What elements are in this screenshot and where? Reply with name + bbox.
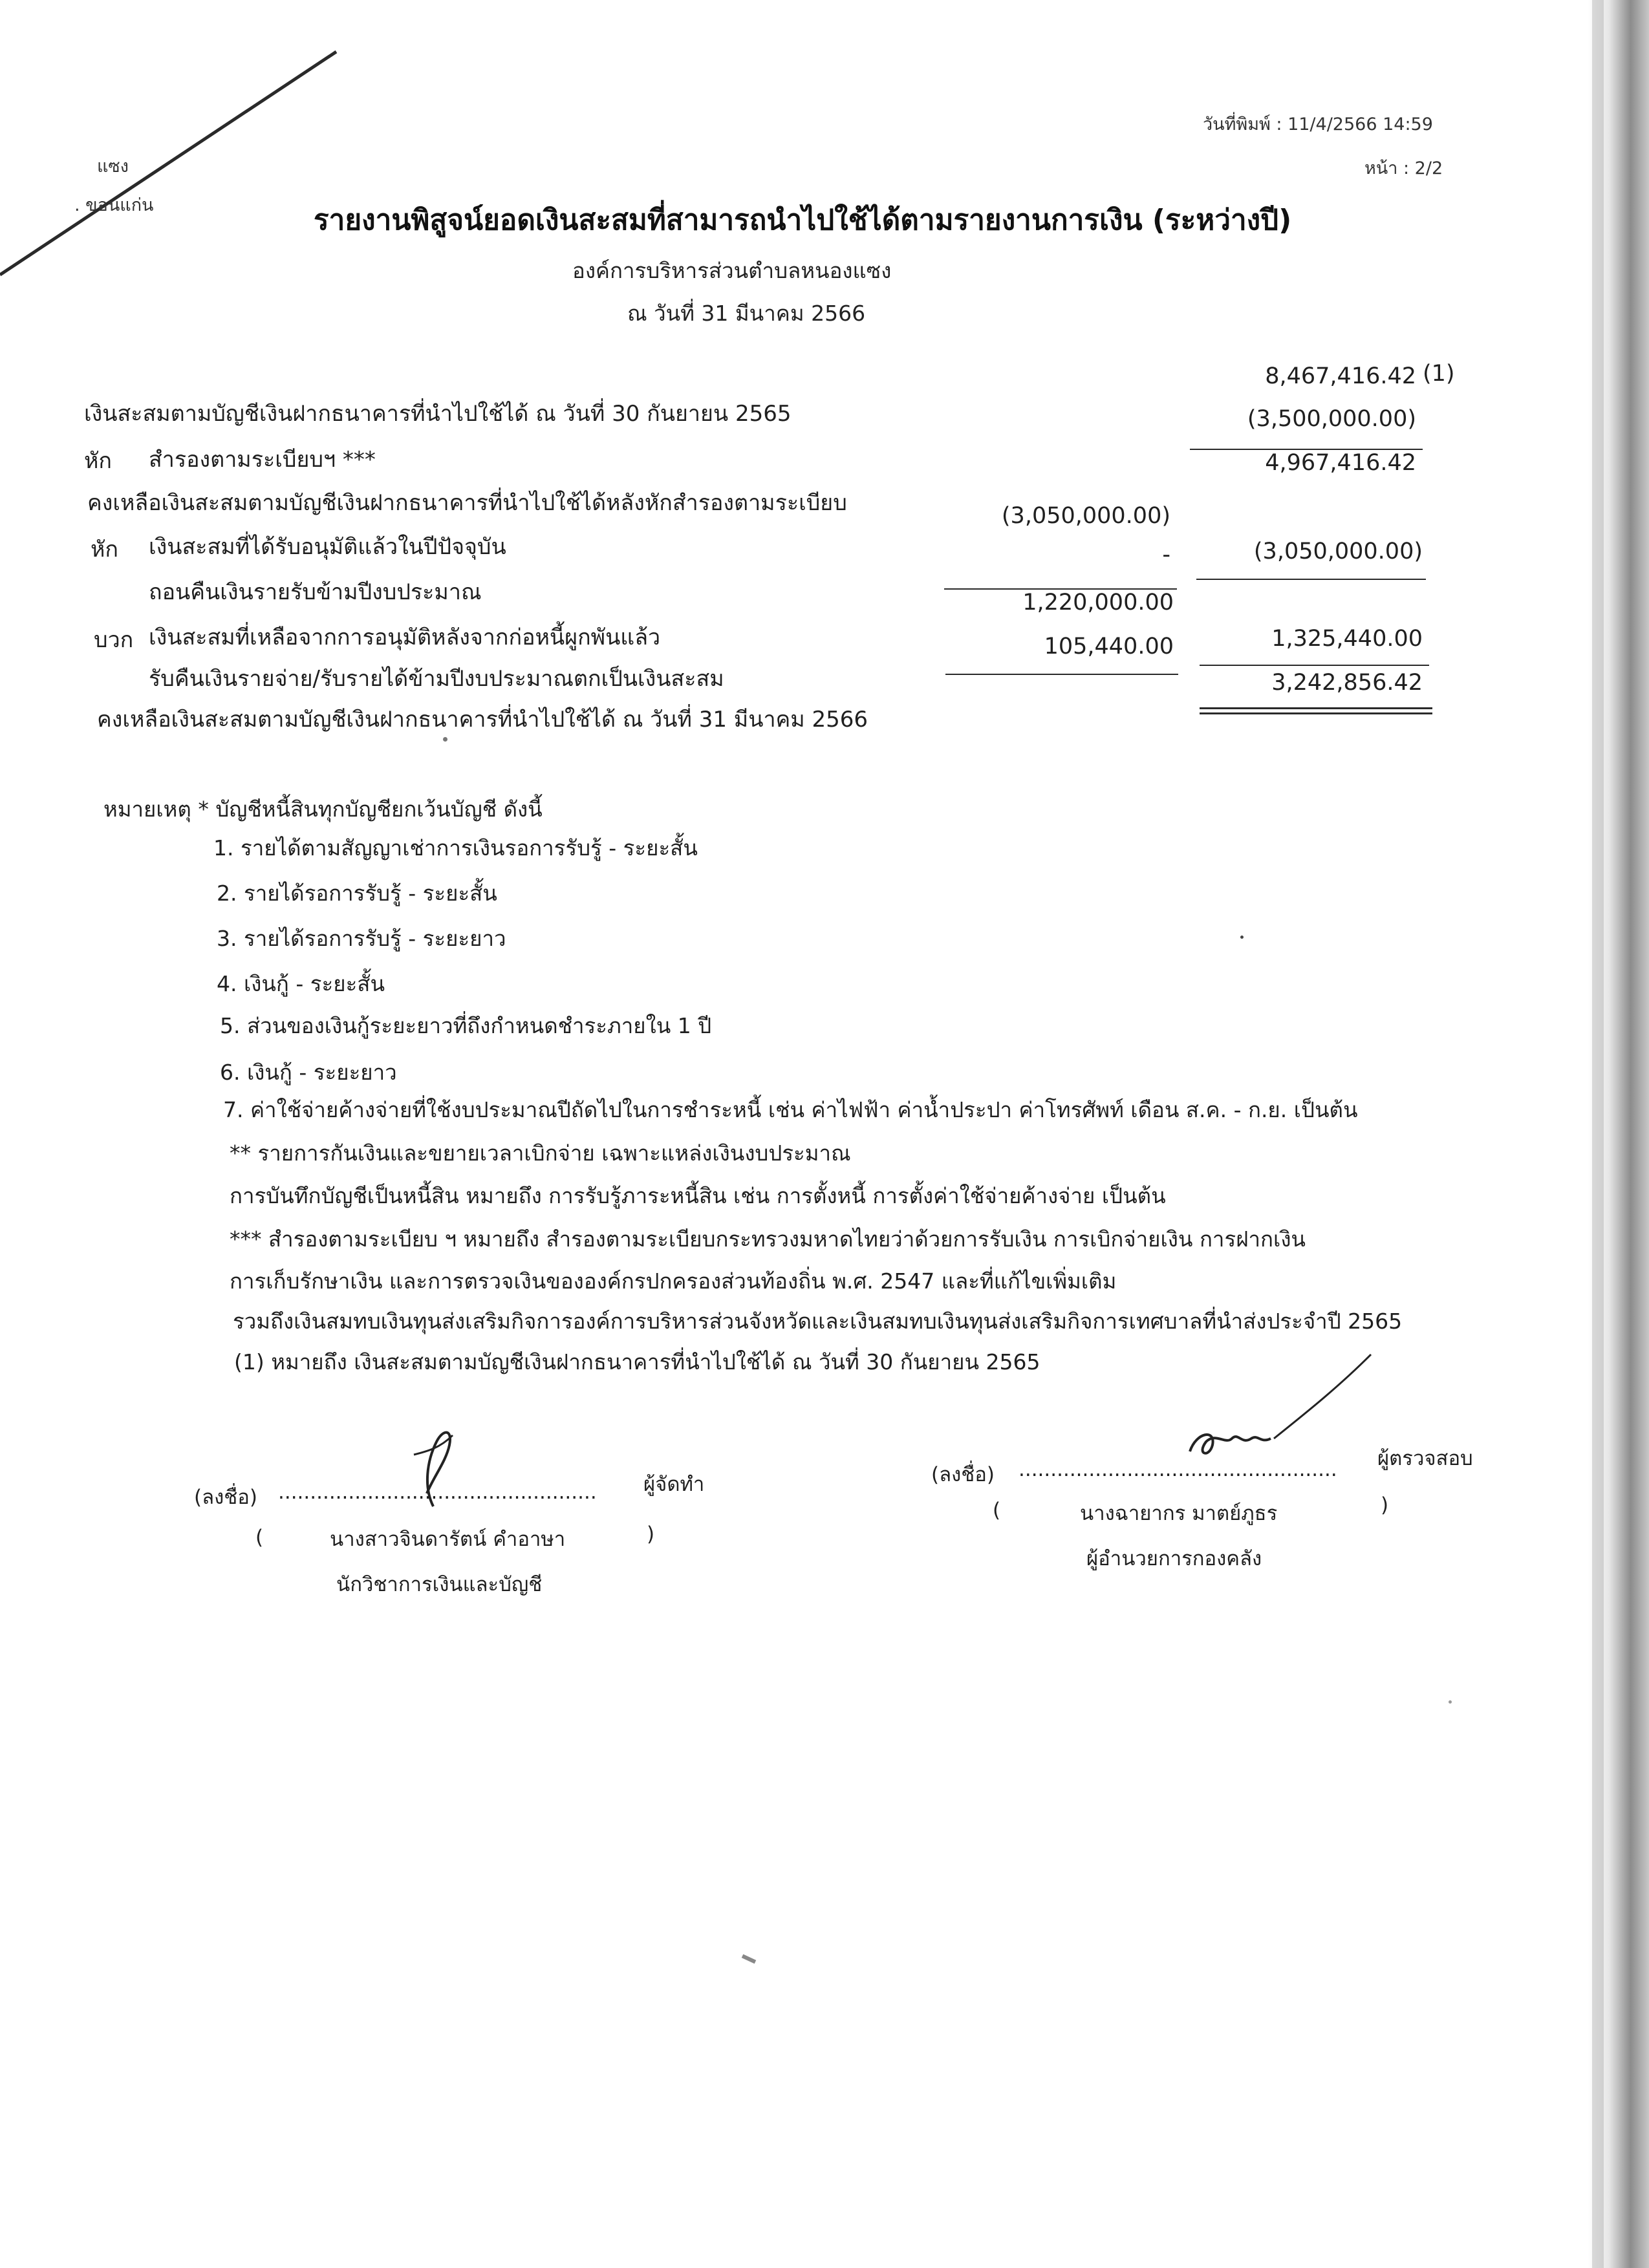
subvalue-approved: (3,050,000.00) bbox=[1001, 503, 1170, 529]
note-item-3: 3. รายได้รอการรับรู้ - ระยะยาว bbox=[217, 926, 506, 951]
preparer-name: นางสาวจินดารัตน์ คำอาษา bbox=[330, 1528, 566, 1551]
value-add-total: 1,325,440.00 bbox=[1271, 626, 1423, 652]
note-ref-1: (1) หมายถึง เงินสะสมตามบัญชีเงินฝากธนาคารที่นำไปใช้ได้ ณ วันที่ 30 กันยายน 2565 bbox=[234, 1349, 1040, 1375]
preparer-close-paren: ) bbox=[647, 1523, 655, 1546]
scan-edge-line bbox=[1592, 0, 1604, 2268]
reviewer-open-paren: ( bbox=[993, 1499, 1001, 1522]
note-item-5: 5. ส่วนของเงินกู้ระยะยาวที่ถึงกำหนดชำระภายใน 1 ปี bbox=[220, 1013, 712, 1038]
scan-speck bbox=[1449, 1700, 1452, 1704]
preparer-signature bbox=[388, 1416, 479, 1513]
note-item-7: 7. ค่าใช้จ่ายค้างจ่ายที่ใช้งบประมาณปีถัดไปในการชำระหนี้ เช่น ค่าไฟฟ้า ค่าน้ำประปา ค่าโทรศัพท์ เดือน ส.ค. - ก.ย. เป็นต้น bbox=[223, 1097, 1358, 1122]
label-withdraw: ถอนคืนเงินรายรับข้ามปีงบประมาณ bbox=[149, 579, 482, 605]
preparer-title: นักวิชาการเงินและบัญชี bbox=[336, 1573, 543, 1596]
print-date: วันที่พิมพ์ : 11/4/2566 14:59 bbox=[1203, 114, 1433, 134]
label-after-reserve: คงเหลือเงินสะสมตามบัญชีเงินฝากธนาคารที่นำไปใช้ได้หลังหักสำรองตามระเบียบ bbox=[87, 490, 847, 516]
rule-main-2 bbox=[1200, 665, 1429, 666]
value-closing-balance: 3,242,856.42 bbox=[1271, 670, 1423, 696]
preparer-open-paren: ( bbox=[255, 1526, 264, 1549]
value-opening-balance: 8,467,416.42 bbox=[1265, 363, 1416, 389]
rule-main-1 bbox=[1196, 579, 1426, 580]
note-regulation: การเก็บรักษาเงิน และการตรวจเงินขององค์กรปกครองส่วนท้องถิ่น พ.ศ. 2547 และที่แก้ไขเพิ่มเติม bbox=[230, 1268, 1117, 1294]
ref-marker: (1) bbox=[1423, 361, 1455, 387]
reviewer-close-paren: ) bbox=[1381, 1493, 1389, 1517]
corner-fragment-1: แซง bbox=[97, 156, 129, 177]
report-date: ณ วันที่ 31 มีนาคม 2566 bbox=[627, 301, 866, 326]
preparer-role: ผู้จัดทำ bbox=[643, 1473, 705, 1496]
folded-corner-line bbox=[0, 0, 362, 297]
label-closing-balance: คงเหลือเงินสะสมตามบัญชีเงินฝากธนาคารที่นำไปใช้ได้ ณ วันที่ 31 มีนาคม 2566 bbox=[97, 707, 868, 733]
reviewer-sign-line: .................................................. bbox=[1018, 1458, 1337, 1481]
reviewer-role: ผู้ตรวจสอบ bbox=[1377, 1447, 1473, 1470]
label-add: บวก bbox=[94, 627, 134, 653]
note-item-1: 1. รายได้ตามสัญญาเช่าการเงินรอการรับรู้ - ระยะสั้น bbox=[213, 835, 698, 861]
report-title: รายงานพิสูจน์ยอดเงินสะสมที่สามารถนำไปใช้ได้ตามรายงานการเงิน (ระหว่างปี) bbox=[314, 204, 1292, 237]
label-remaining: เงินสะสมที่เหลือจากการอนุมัติหลังจากก่อหนี้ผูกพันแล้ว bbox=[149, 625, 661, 650]
subvalue-refund: 105,440.00 bbox=[1044, 634, 1174, 659]
value-approved-total: (3,050,000.00) bbox=[1253, 539, 1423, 564]
label-refund: รับคืนเงินรายจ่าย/รับรายได้ข้ามปีงบประมาณตกเป็นเงินสะสม bbox=[149, 666, 724, 692]
value-after-reserve: 4,967,416.42 bbox=[1265, 450, 1416, 476]
double-rule-bottom bbox=[1200, 712, 1432, 714]
note-item-2: 2. รายได้รอการรับรู้ - ระยะสั้น bbox=[217, 881, 497, 906]
note-item-4: 4. เงินกู้ - ระยะสั้น bbox=[217, 971, 385, 996]
note-item-6: 6. เงินกู้ - ระยะยาว bbox=[220, 1060, 397, 1085]
page-number: หน้า : 2/2 bbox=[1364, 158, 1443, 178]
label-deduct-2: หัก bbox=[91, 537, 118, 562]
note-liability-definition: การบันทึกบัญชีเป็นหนี้สิน หมายถึง การรับรู้ภาระหนี้สิน เช่น การตั้งหนี้ การตั้งค่าใช้จ่ายค้างจ่าย เป็นต้น bbox=[230, 1183, 1166, 1208]
scan-speck bbox=[443, 737, 447, 742]
subvalue-withdraw: - bbox=[1162, 542, 1170, 568]
corner-fragment-2: . ขอนแก่น bbox=[74, 195, 154, 215]
organization-name: องค์การบริหารส่วนตำบลหนองแซง bbox=[572, 258, 892, 283]
double-rule-top bbox=[1200, 707, 1432, 709]
note-triple-star: *** สำรองตามระเบียบ ฯ หมายถึง สำรองตามระเบียบกระทรวงมหาดไทยว่าด้วยการรับเงิน การเบิกจ่ายเงิน การฝากเงิน bbox=[230, 1226, 1306, 1252]
preparer-sign-line: .................................................. bbox=[278, 1481, 597, 1504]
reviewer-title: ผู้อำนวยการกองคลัง bbox=[1086, 1547, 1262, 1570]
note-double-star: ** รายการกันเงินและขยายเวลาเบิกจ่าย เฉพาะแหล่งเงินงบประมาณ bbox=[230, 1140, 851, 1166]
label-approved: เงินสะสมที่ได้รับอนุมัติแล้วในปีปัจจุบัน bbox=[149, 534, 506, 560]
note-contribution: รวมถึงเงินสมทบเงินทุนส่งเสริมกิจการองค์การบริหารส่วนจังหวัดและเงินสมทบเงินทุนส่งเสริมกิจการเทศบาลที่นำส่งประจำปี 2565 bbox=[233, 1309, 1403, 1334]
preparer-sign-label: (ลงชื่อ) bbox=[194, 1486, 257, 1509]
scan-speck bbox=[1240, 936, 1244, 939]
reviewer-signature bbox=[1177, 1348, 1384, 1477]
rule-sub-2 bbox=[945, 674, 1178, 675]
value-reserve: (3,500,000.00) bbox=[1247, 406, 1416, 432]
reviewer-sign-label: (ลงชื่อ) bbox=[931, 1463, 995, 1486]
scan-speck bbox=[742, 1954, 756, 1964]
label-opening-balance: เงินสะสมตามบัญชีเงินฝากธนาคารที่นำไปใช้ได้ ณ วันที่ 30 กันยายน 2565 bbox=[84, 401, 792, 427]
subvalue-remaining: 1,220,000.00 bbox=[1022, 590, 1174, 615]
label-deduct-1: หัก bbox=[84, 448, 112, 474]
label-reserve: สำรองตามระเบียบฯ *** bbox=[149, 447, 376, 473]
notes-heading: หมายเหตุ * บัญชีหนี้สินทุกบัญชียกเว้นบัญชี ดังนี้ bbox=[103, 797, 543, 822]
reviewer-name: นางฉายากร มาตย์ภูธร bbox=[1080, 1502, 1278, 1525]
